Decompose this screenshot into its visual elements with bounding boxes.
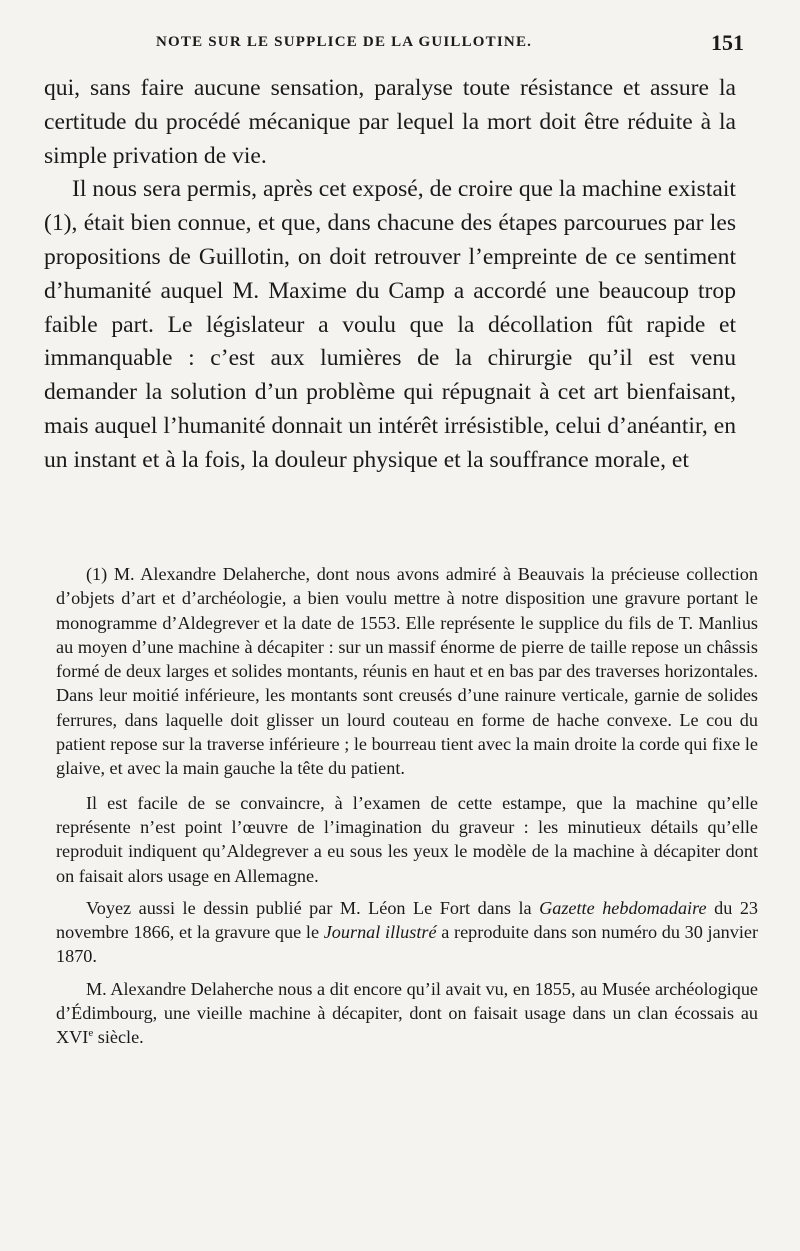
footnote-paragraph-references	[56, 896, 758, 969]
running-head: NOTE SUR LE SUPPLICE DE LA GUILLOTINE.	[156, 34, 533, 50]
footnote-paragraph-edinburgh	[56, 977, 758, 1050]
footnote-text: du 23 novembre 1866, et la gravure que le	[56, 897, 759, 943]
journal-title-illustre: Journal illustré	[323, 922, 437, 943]
footnote-paragraph-engraving: Il est facile de se convaincre, à l’examen de cette estampe, que la machine qu’elle représente n’est point l’œuvre de l’imagination du graveur : les minutieux détails qu’elle reproduit indiquent qu’Aldegrever a eu sous les yeux le modèle de la machine à décapiter dont on faisait alors usage en Allemagne.	[56, 792, 758, 886]
paragraph-exposition: Il nous sera permis, après cet exposé, de croire que la machine existait (1), était bien connue, et que, dans chacune des étapes parcourues par les propositions de Guillotin, on doit retrouver l’empreinte de ce sentiment d’humanité auquel M. Maxime du Camp a accordé une beaucoup trop faible part. Le législateur a voulu que la décollation fût rapide et immanquable : c’est aux lumières de la chirurgie qu’il est venu demander la solution d’un problème qui répugnait à cet art bienfaisant, mais auquel l’humanité donnait un intérêt irrésistible, celui d’anéantir, en un instant et à la fois, la douleur physique et la souffrance morale, et	[44, 176, 736, 473]
main-text	[44, 72, 736, 478]
century-numeral: XVI	[56, 1027, 89, 1048]
footnote-text: M. Alexandre Delaherche nous a dit encore qu’il avait vu, en 1855, au Musée archéologique d’Édimbourg, une vieille machine à décapiter, dont on faisait usage dans un clan écossais au	[56, 978, 758, 1024]
footnotes	[56, 562, 758, 1058]
paragraph-continuation: qui, sans faire aucune sensation, paralyse toute résistance et assure la certitude du procédé mécanique par lequel la mort doit être réduite à la simple privation de vie.	[44, 75, 736, 169]
footnote-text: siècle.	[93, 1027, 144, 1048]
footnote-1: (1) M. Alexandre Delaherche, dont nous avons admiré à Beauvais la précieuse collection d’objets d’art et d’archéologie, a bien voulu mettre à notre disposition une gravure portant le monogramme d’Aldegrever et la date de 1553. Elle représente le supplice du fils de T. Manlius au moyen d’une machine à décapiter : sur un massif énorme de pierre de taille repose un châssis formé de deux larges et solides montants, réunis en haut et en bas par des traverses horizontales. Dans leur moitié inférieure, les montants sont creusés d’une rainure verticale, garnie de solides ferrures, dans laquelle doit glisser un lourd couteau en forme de hache convexe. Le cou du patient repose sur la traverse inférieure ; le bourreau tient avec la main droite la corde qui fixe le glaive, et avec la main gauche la tête du patient.	[56, 564, 758, 779]
page-header	[44, 30, 744, 60]
century-superscript: e	[88, 1027, 94, 1040]
footnote-text: Voyez aussi le dessin publié par M. Léon Le Fort dans la	[86, 897, 540, 918]
footnote-text: a reproduite dans son numéro du 30 janvier 1870.	[56, 922, 759, 967]
page-number: 151	[711, 30, 744, 55]
journal-title-gazette: Gazette hebdomadaire	[539, 897, 707, 918]
